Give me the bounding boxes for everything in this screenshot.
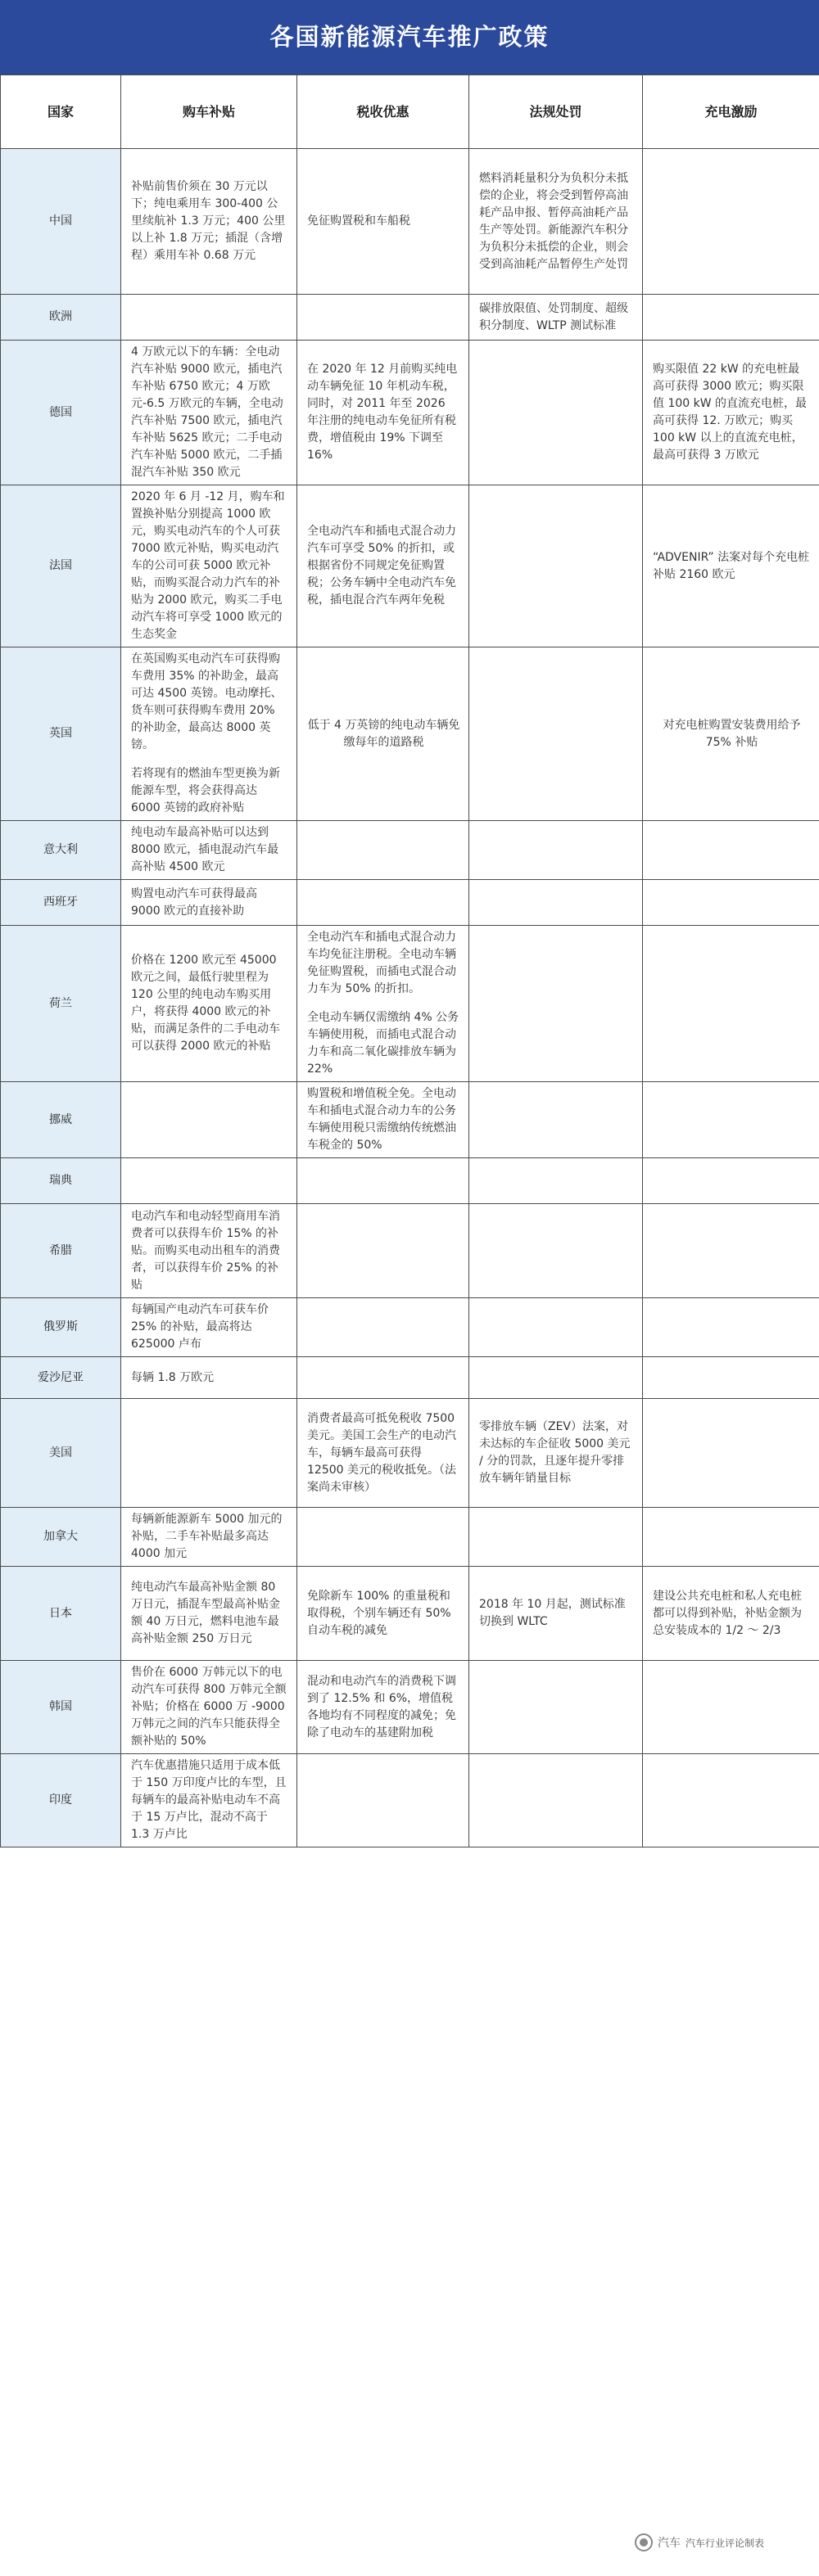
- header-charging: 充电激励: [643, 75, 819, 149]
- charging-cell: [643, 647, 819, 821]
- page-title: 各国新能源汽车推广政策: [0, 0, 819, 74]
- charging-cell: [643, 926, 819, 1082]
- watermark-logo-icon: [635, 2533, 653, 2551]
- table-row: [1, 1508, 819, 1567]
- subsidy-cell: [121, 1754, 297, 1847]
- tax-cell: [297, 295, 469, 341]
- tax-text: 混动和电动汽车的消费税下调到了 12.5% 和 6%，增值税各地均有不同程度的减免；免除了电动车的基建附加税: [307, 1674, 456, 1739]
- tax-cell: [297, 149, 469, 295]
- table-row: [1, 926, 819, 1082]
- tax-text: 在 2020 年 12 月前购买纯电动车辆免征 10 年机动车税，同时，对 2011 年至 2026 年注册的纯电动车免征所有税费，增值税由 19% 下调至 16%: [307, 363, 458, 462]
- subsidy-cell: [121, 926, 297, 1082]
- regulation-cell: [469, 1082, 643, 1158]
- charging-cell: [643, 1661, 819, 1754]
- charging-cell: [643, 1298, 819, 1357]
- charging-text: 购买限值 22 kW 的充电桩最高可获得 3000 欧元；购买限值 100 kW 的直流充电桩，最高可获得 12. 万欧元；购买 100 kW 以上的直流充电桩，最高可获得 3 万欧元: [653, 363, 808, 462]
- charging-cell: [643, 295, 819, 341]
- table-row: [1, 1399, 819, 1508]
- table-row: [1, 1661, 819, 1754]
- regulation-cell: [469, 1754, 643, 1847]
- tax-text: 全电动车辆仅需缴纳 4% 公务车辆使用税，而插电式混合动力车和高二氧化碳排放车辆为 22%: [307, 1011, 459, 1076]
- table-row: [1, 1298, 819, 1357]
- subsidy-cell: [121, 1158, 297, 1204]
- tax-cell: [297, 1082, 469, 1158]
- subsidy-text: 每辆 1.8 万欧元: [131, 1370, 215, 1384]
- tax-text: 低于 4 万英镑的纯电动车辆免缴每年的道路税: [307, 718, 460, 749]
- table-row: [1, 295, 819, 341]
- table-row: [1, 1357, 819, 1399]
- subsidy-text: 纯电动车最高补贴可以达到 8000 欧元，插电混动汽车最高补贴 4500 欧元: [131, 826, 279, 873]
- tax-text: 全电动汽车和插电式混合动力汽车可享受 50% 的折扣，或根据省份不同规定免征购置税；公务车辆中全电动汽车免税，插电混合汽车两年免税: [307, 525, 456, 607]
- table-row: [1, 149, 819, 295]
- regulation-cell: [469, 485, 643, 647]
- charging-cell: [643, 1357, 819, 1399]
- tax-text: 购置税和增值税全免。全电动车和插电式混合动力车的公务车辆使用税只需缴纳传统燃油车税金的 50%: [307, 1087, 456, 1152]
- watermark-text: 汽车行业评论制表: [686, 2537, 765, 2549]
- subsidy-cell: [121, 647, 297, 821]
- subsidy-cell: [121, 880, 297, 926]
- subsidy-text: 在英国购买电动汽车可获得购车费用 35% 的补助金，最高可达 4500 英镑。电动摩托、货车则可获得购车费用 20% 的补助金，最高达 8000 英镑。: [131, 652, 283, 751]
- tax-cell: [297, 1661, 469, 1754]
- tax-cell: [297, 821, 469, 880]
- tax-cell: [297, 1158, 469, 1204]
- regulation-cell: [469, 149, 643, 295]
- regulation-cell: [469, 1661, 643, 1754]
- subsidy-cell: [121, 1298, 297, 1357]
- table-row: [1, 821, 819, 880]
- regulation-text: 燃料消耗量积分为负积分未抵偿的企业，将会受到暂停高油耗产品申报、暂停高油耗产品生产等处罚。新能源汽车积分为负积分未抵偿的企业，则会受到高油耗产品暂停生产处罚: [479, 171, 628, 271]
- subsidy-text: 电动汽车和电动轻型商用车消费者可以获得车价 15% 的补贴。而购买电动出租车的消费者，可以获得车价 25% 的补贴: [131, 1209, 280, 1292]
- subsidy-text: 购置电动汽车可获得最高 9000 欧元的直接补助: [131, 886, 257, 918]
- charging-cell: [643, 341, 819, 485]
- regulation-cell: [469, 1399, 643, 1508]
- charging-cell: [643, 1567, 819, 1661]
- regulation-cell: [469, 341, 643, 485]
- subsidy-text: 每辆国产电动汽车可获车价 25% 的补贴，最高将达 625000 卢布: [131, 1303, 269, 1351]
- country-cell: 英国: [1, 647, 121, 821]
- subsidy-cell: [121, 1399, 297, 1508]
- charging-cell: [643, 1082, 819, 1158]
- table-row: [1, 1158, 819, 1204]
- country-cell: 荷兰: [1, 926, 121, 1082]
- table-row: [1, 341, 819, 485]
- regulation-cell: [469, 295, 643, 341]
- table-row: [1, 647, 819, 821]
- header-regulation: 法规处罚: [469, 75, 643, 149]
- tax-cell: [297, 485, 469, 647]
- header-row: [1, 75, 819, 149]
- regulation-cell: [469, 821, 643, 880]
- subsidy-cell: [121, 1204, 297, 1298]
- country-cell: 瑞典: [1, 1158, 121, 1204]
- tax-text: 免征购置税和车船税: [307, 214, 410, 228]
- regulation-text: 2018 年 10 月起，测试标准切换到 WLTC: [479, 1598, 626, 1628]
- subsidy-cell: [121, 1661, 297, 1754]
- tax-text: 消费者最高可抵免税收 7500 美元。美国工会生产的电动汽车，每辆车最高可获得 12500 美元的税收抵免。（法案尚未审核）: [307, 1411, 456, 1494]
- regulation-text: 碳排放限值、处罚制度、超级积分制度、WLTP 测试标准: [479, 301, 628, 332]
- subsidy-text: 价格在 1200 欧元至 45000 欧元之间，最低行驶里程为 120 公里的纯电动车购买用户，将获得 4000 欧元的补贴，而满足条件的二手电动车可以获得 2000 欧元的补贴: [131, 954, 280, 1053]
- table-row: [1, 1754, 819, 1847]
- header-country: 国家: [1, 75, 121, 149]
- country-cell: 德国: [1, 341, 121, 485]
- subsidy-cell: [121, 1508, 297, 1567]
- subsidy-text: 4 万欧元以下的车辆：全电动汽车补贴 9000 欧元，插电汽车补贴 6750 欧元；4 万欧元-6.5 万欧元的车辆，全电动汽车补贴 7500 欧元，插电汽车补贴 5625 欧元；二手电动汽车补贴 5000 欧元，二手插混汽车补贴 350 欧元: [131, 345, 283, 479]
- charging-cell: [643, 1508, 819, 1567]
- country-cell: 中国: [1, 149, 121, 295]
- subsidy-cell: [121, 149, 297, 295]
- subsidy-cell: [121, 341, 297, 485]
- table-row: [1, 1567, 819, 1661]
- charging-cell: [643, 485, 819, 647]
- country-cell: 欧洲: [1, 295, 121, 341]
- tax-cell: [297, 1204, 469, 1298]
- country-cell: 挪威: [1, 1082, 121, 1158]
- charging-cell: [643, 1204, 819, 1298]
- tax-cell: [297, 1357, 469, 1399]
- subsidy-text: 汽车优惠措施只适用于成本低于 150 万印度卢比的车型，且每辆车的最高补贴电动车不高于 15 万卢比，混动不高于 1.3 万卢比: [131, 1759, 287, 1841]
- country-cell: 法国: [1, 485, 121, 647]
- country-cell: 西班牙: [1, 880, 121, 926]
- header-subsidy: 购车补贴: [121, 75, 297, 149]
- country-cell: 希腊: [1, 1204, 121, 1298]
- regulation-cell: [469, 1508, 643, 1567]
- tax-text: 全电动汽车和插电式混合动力车均免征注册税。全电动车辆免征购置税，而插电式混合动力车为 50% 的折扣。: [307, 931, 456, 995]
- subsidy-text: 若将现有的燃油车型更换为新能源车型，将会获得高达 6000 英镑的政府补贴: [131, 767, 280, 814]
- tax-cell: [297, 1754, 469, 1847]
- table-row: [1, 1204, 819, 1298]
- country-cell: 俄罗斯: [1, 1298, 121, 1357]
- country-cell: 印度: [1, 1754, 121, 1847]
- country-cell: 韩国: [1, 1661, 121, 1754]
- tax-cell: [297, 926, 469, 1082]
- charging-cell: [643, 1158, 819, 1204]
- subsidy-text: 售价在 6000 万韩元以下的电动汽车可获得 800 万韩元全额补贴；价格在 6000 万 -9000 万韩元之间的汽车只能获得全额补贴的 50%: [131, 1666, 287, 1748]
- subsidy-cell: [121, 1567, 297, 1661]
- charging-text: 建设公共充电桩和私人充电桩都可以得到补贴，补贴金额为总安装成本的 1/2 ～ 2/3: [653, 1589, 802, 1637]
- subsidy-cell: [121, 821, 297, 880]
- country-cell: 日本: [1, 1567, 121, 1661]
- subsidy-text: 补贴前售价须在 30 万元以下；纯电乘用车 300-400 公里续航补 1.3 万元；400 公里以上补 1.8 万元；插混（含增程）乘用车补 0.68 万元: [131, 180, 286, 262]
- regulation-cell: [469, 880, 643, 926]
- subsidy-text: 2020 年 6 月 -12 月，购车和置换补贴分别提高 1000 欧元，购买电动汽车的个人可获 7000 欧元补贴，购买电动汽车的公司可获 5000 欧元补贴，而购买混合动力汽车的补贴为 2000 欧元，购买二手电动汽车将可享受 1000 欧元的生态奖金: [131, 490, 285, 641]
- charging-cell: [643, 821, 819, 880]
- regulation-cell: [469, 1357, 643, 1399]
- tax-text: 免除新车 100% 的重量税和取得税，个别车辆还有 50% 自动车税的减免: [307, 1589, 451, 1637]
- charging-cell: [643, 1754, 819, 1847]
- regulation-cell: [469, 1567, 643, 1661]
- tax-cell: [297, 1399, 469, 1508]
- subsidy-cell: [121, 1357, 297, 1399]
- charging-cell: [643, 149, 819, 295]
- country-cell: 美国: [1, 1399, 121, 1508]
- tax-cell: [297, 1508, 469, 1567]
- charging-cell: [643, 1399, 819, 1508]
- watermark: [635, 2526, 811, 2559]
- charging-text: “ADVENIR” 法案对每个充电桩补贴 2160 欧元: [653, 550, 810, 581]
- subsidy-text: 每辆新能源新车 5000 加元的补贴，二手车补贴最多高达 4000 加元: [131, 1513, 283, 1560]
- subsidy-cell: [121, 485, 297, 647]
- charging-text: 对充电桩购置安装费用给予 75% 补贴: [663, 718, 801, 749]
- country-cell: 意大利: [1, 821, 121, 880]
- header-tax: 税收优惠: [297, 75, 469, 149]
- tax-cell: [297, 1567, 469, 1661]
- tax-cell: [297, 1298, 469, 1357]
- regulation-cell: [469, 1158, 643, 1204]
- subsidy-cell: [121, 295, 297, 341]
- tax-cell: [297, 880, 469, 926]
- charging-cell: [643, 880, 819, 926]
- country-cell: 加拿大: [1, 1508, 121, 1567]
- subsidy-text: 纯电动汽车最高补贴金额 80 万日元，插混车型最高补贴金额 40 万日元，燃料电池车最高补贴金额 250 万日元: [131, 1581, 280, 1645]
- regulation-text: 零排放车辆（ZEV）法案，对未达标的车企征收 5000 美元 / 分的罚款，且逐年提升零排放车辆年销量目标: [479, 1420, 631, 1485]
- watermark-brand: 汽车: [658, 2537, 681, 2550]
- regulation-cell: [469, 926, 643, 1082]
- tax-cell: [297, 341, 469, 485]
- country-cell: 爱沙尼亚: [1, 1357, 121, 1399]
- table-row: [1, 1082, 819, 1158]
- regulation-cell: [469, 1204, 643, 1298]
- tax-cell: [297, 647, 469, 821]
- subsidy-cell: [121, 1082, 297, 1158]
- policy-table: [0, 74, 819, 1847]
- table-row: [1, 880, 819, 926]
- regulation-cell: [469, 647, 643, 821]
- table-row: [1, 485, 819, 647]
- regulation-cell: [469, 1298, 643, 1357]
